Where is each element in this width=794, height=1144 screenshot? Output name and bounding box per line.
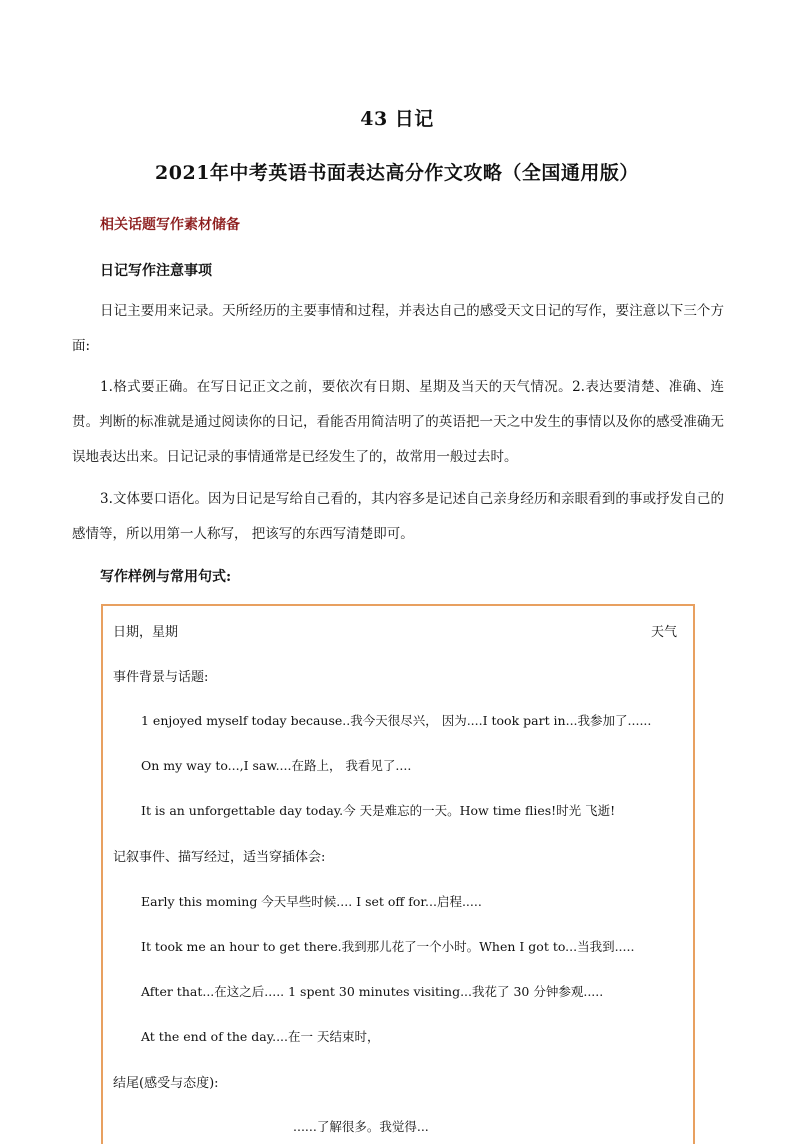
box-category-ending: 结尾(感受与态度):: [113, 1076, 219, 1091]
example-box: [101, 604, 695, 1144]
box-category-narrate: 记叙事件、描写经过，适当穿插体会:: [113, 850, 326, 865]
box-header-weather: 天气: [650, 625, 677, 640]
box-header-date: 日期，星期: [113, 625, 179, 640]
paragraph-intro: 日记主要用来记录。天所经历的主要事情和过程，并表达自己的感受天文日记的写作，要注意以下三个方面:: [72, 303, 724, 354]
box-category-background: 事件背景与话题:: [113, 670, 209, 685]
doc-subtitle: 2021年中考英语书面表达高分作文攻略（全国通用版）: [155, 162, 639, 184]
box-header: [113, 621, 677, 640]
paragraph-point-3: 3.文体要口语化。因为日记是写给自己看的，其内容多是记述自己亲身经历和亲眼看到的事或抒发自己的感情等，所以用第一人称写， 把该写的东西写清楚即可。: [72, 491, 724, 542]
box-example-line: On my way to...,I saw....在路上， 我看见了....: [141, 758, 412, 773]
box-example-line: It is an unforgettable day today.今 天是难忘的一天。How time flies!时光 飞逝!: [141, 803, 616, 818]
section-heading-notes: 日记写作注意事项: [100, 263, 212, 279]
section-heading-materials: 相关话题写作素材储备: [100, 217, 240, 233]
box-example-line: After that...在这之后..... 1 spent 30 minutes visiting...我花了 30 分钟参观.....: [141, 984, 604, 999]
box-example-line: At the end of the day....在一 天结束时，: [141, 1029, 380, 1044]
doc-title: 43 日记: [360, 108, 434, 130]
section-heading-examples: 写作样例与常用句式:: [100, 569, 232, 585]
box-example-line: It took me an hour to get there.我到那儿花了一个小时。When I got to...当我到.....: [141, 939, 635, 954]
box-example-line: Early this moming 今天早些时候.... I set off for...启程.....: [141, 894, 482, 909]
box-example-line-partial: ......了解很多。我觉得...: [293, 1119, 429, 1134]
paragraph-points-1-2: 1.格式要正确。在写日记正文之前，要依次有日期、星期及当天的天气情况。2.表达要清楚、准确、连贯。判断的标准就是通过阅读你的日记，看能否用简洁明了的英语把一天之中发生的事情以及你的感受准确无误地表达出来。日记记录的事情通常是已经发生了的，故常用一般过去时。: [72, 379, 724, 465]
box-example-line: 1 enjoyed myself today because..我今天很尽兴， 因为....I took part in...我参加了......: [141, 713, 652, 728]
